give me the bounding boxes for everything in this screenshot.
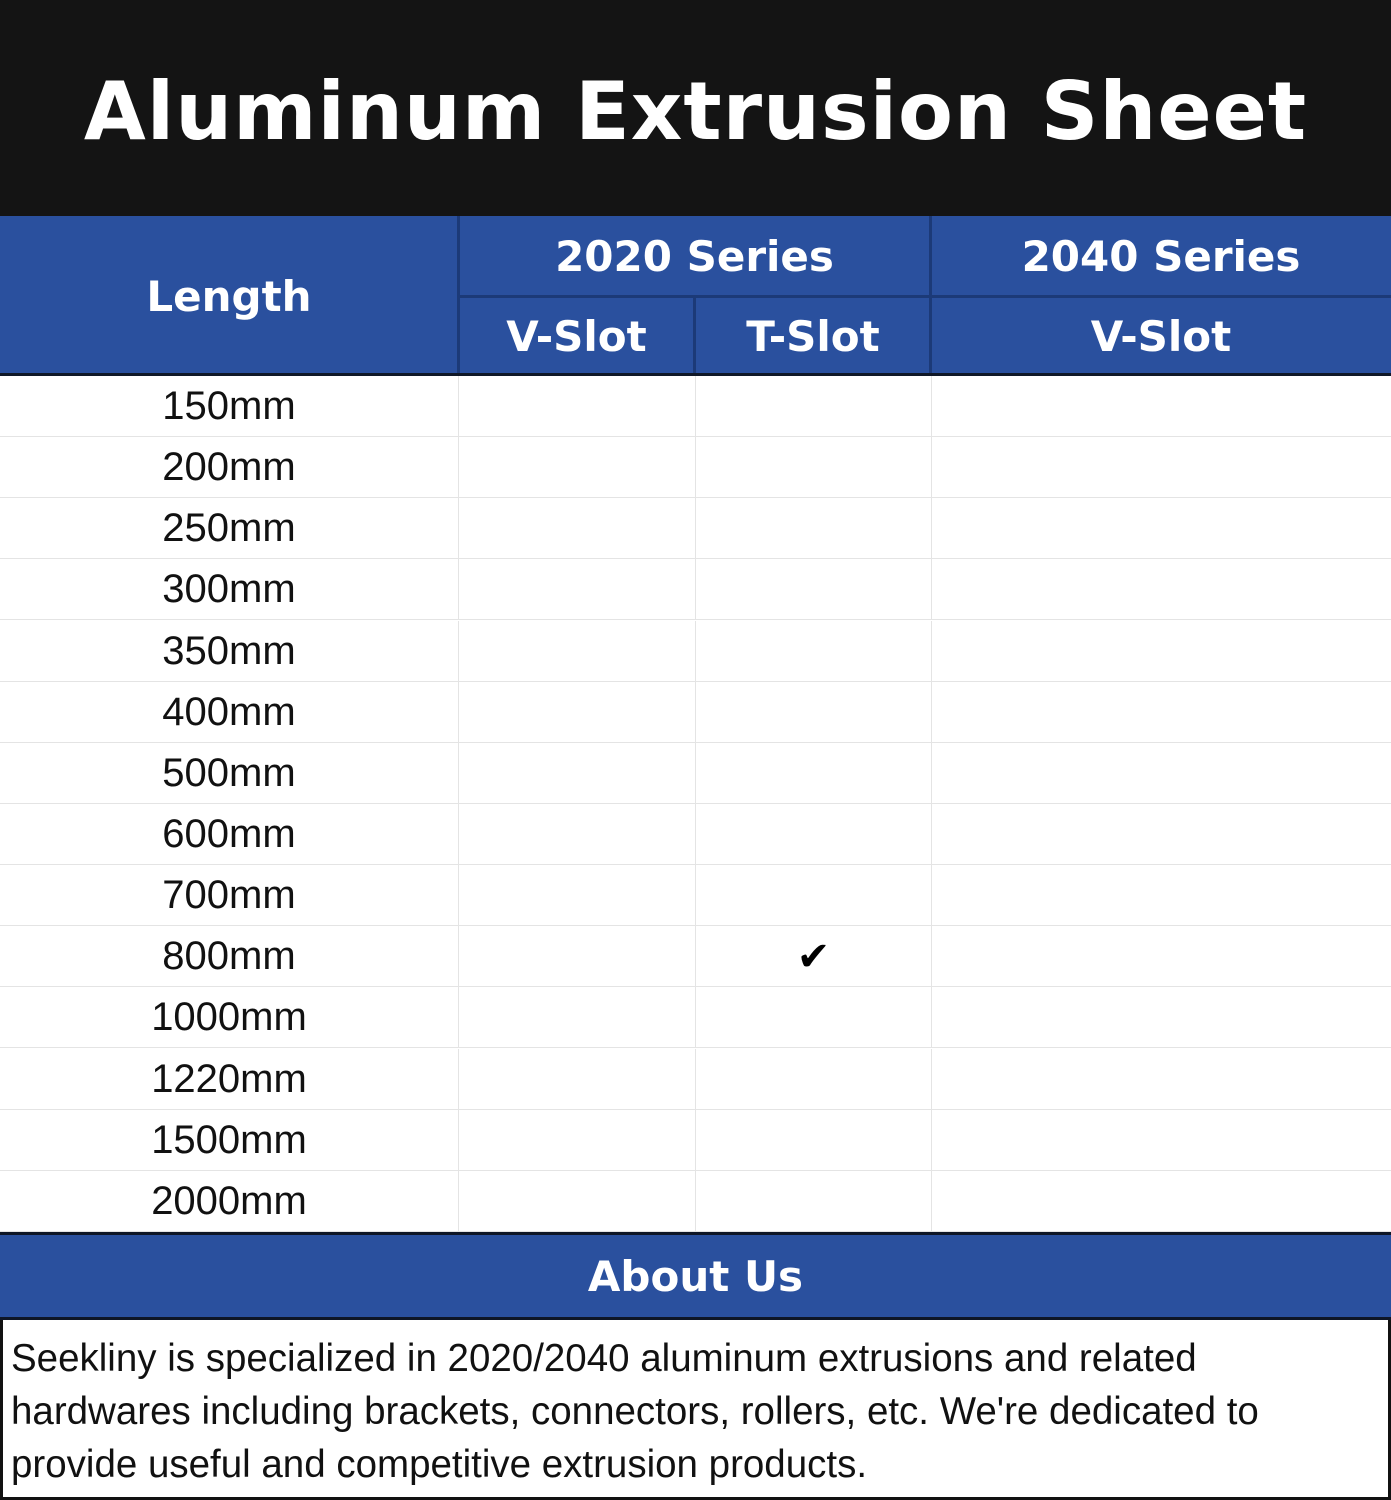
v-slot-2040-cell	[931, 804, 1391, 865]
table-row	[0, 1049, 1391, 1110]
v-slot-2040-cell	[931, 437, 1391, 498]
length-cell: 250mm	[162, 506, 296, 551]
table-row	[0, 376, 1391, 437]
header-2040-series: 2040 Series	[1021, 231, 1301, 281]
t-slot-2020-cell	[695, 987, 931, 1048]
v-slot-2020-cell	[458, 1049, 695, 1110]
v-slot-2020-cell	[458, 804, 695, 865]
header-divider	[693, 296, 696, 376]
v-slot-2040-cell	[931, 376, 1391, 437]
t-slot-2020-cell	[695, 1171, 931, 1232]
v-slot-2040-cell	[931, 926, 1391, 987]
v-slot-2020-cell	[458, 621, 695, 682]
header-length: Length	[146, 271, 312, 321]
table-row	[0, 1110, 1391, 1171]
table-row	[0, 559, 1391, 620]
t-slot-2020-cell	[695, 376, 931, 437]
about-us-text: Seekliny is specialized in 2020/2040 aluminum extrusions and related hardwares including brackets, connectors, rollers, etc. We're dedicated to provide useful and competitive extrusion products.	[11, 1337, 1259, 1486]
about-us-bar	[0, 1232, 1391, 1320]
v-slot-2020-cell	[458, 559, 695, 620]
t-slot-2020-cell	[695, 559, 931, 620]
v-slot-2020-cell	[458, 1110, 695, 1171]
length-cell: 600mm	[162, 811, 296, 856]
length-cell: 400mm	[162, 689, 296, 734]
v-slot-2040-cell	[931, 559, 1391, 620]
table-body	[0, 376, 1391, 1232]
length-cell: 700mm	[162, 873, 296, 918]
length-cell: 300mm	[162, 567, 296, 612]
about-us-title: About Us	[587, 1251, 804, 1301]
table-header	[0, 216, 1391, 376]
v-slot-2020-cell	[458, 1171, 695, 1232]
t-slot-2020-cell	[695, 1049, 931, 1110]
v-slot-2040-cell	[931, 987, 1391, 1048]
t-slot-2020-cell	[695, 498, 931, 559]
table-row	[0, 804, 1391, 865]
table-row	[0, 1171, 1391, 1232]
v-slot-2040-cell	[931, 498, 1391, 559]
table-row	[0, 437, 1391, 498]
table-row	[0, 498, 1391, 559]
length-cell: 150mm	[162, 384, 296, 428]
t-slot-2020-cell	[695, 682, 931, 743]
v-slot-2040-cell	[931, 743, 1391, 804]
t-slot-2020-cell	[695, 621, 931, 682]
t-slot-2020-cell	[695, 743, 931, 804]
header-2040-v-slot: V-Slot	[1090, 311, 1232, 361]
v-slot-2040-cell	[931, 621, 1391, 682]
length-cell: 1220mm	[151, 1056, 307, 1101]
table-row	[0, 682, 1391, 743]
t-slot-2020-cell	[695, 437, 931, 498]
length-cell: 1500mm	[151, 1117, 307, 1162]
t-slot-2020-cell	[695, 804, 931, 865]
length-cell: 200mm	[162, 445, 296, 490]
about-us-section	[0, 1320, 1391, 1500]
v-slot-2040-cell	[931, 682, 1391, 743]
length-cell: 800mm	[162, 934, 296, 979]
t-slot-2020-cell	[695, 1110, 931, 1171]
t-slot-2020-cell	[695, 926, 931, 987]
table-row	[0, 621, 1391, 682]
length-cell: 2000mm	[151, 1178, 307, 1223]
v-slot-2040-cell	[931, 1049, 1391, 1110]
v-slot-2020-cell	[458, 682, 695, 743]
table-row	[0, 743, 1391, 804]
v-slot-2020-cell	[458, 437, 695, 498]
v-slot-2040-cell	[931, 1171, 1391, 1232]
length-cell: 1000mm	[151, 995, 307, 1040]
v-slot-2040-cell	[931, 1110, 1391, 1171]
v-slot-2020-cell	[458, 987, 695, 1048]
v-slot-2020-cell	[458, 865, 695, 926]
page-title: Aluminum Extrusion Sheet	[83, 64, 1308, 158]
header-divider	[458, 295, 1391, 298]
table-row	[0, 987, 1391, 1048]
v-slot-2020-cell	[458, 498, 695, 559]
table-row	[0, 926, 1391, 987]
v-slot-2020-cell	[458, 376, 695, 437]
header-2020-t-slot: T-Slot	[746, 311, 880, 361]
v-slot-2020-cell	[458, 743, 695, 804]
length-cell: 350mm	[162, 628, 296, 673]
header-2020-series: 2020 Series	[555, 231, 834, 281]
v-slot-2020-cell	[458, 926, 695, 987]
table-row	[0, 865, 1391, 926]
title-bar	[0, 0, 1391, 216]
t-slot-2020-cell	[695, 865, 931, 926]
v-slot-2040-cell	[931, 865, 1391, 926]
length-cell: 500mm	[162, 750, 296, 795]
header-2020-v-slot: V-Slot	[506, 311, 647, 361]
checkmark-icon: ✔	[796, 933, 831, 980]
